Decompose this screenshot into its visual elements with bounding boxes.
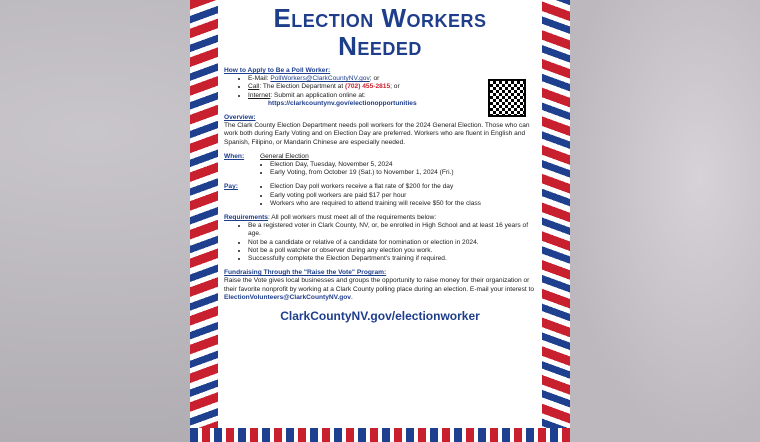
email-link[interactable]: PollWorkers@ClarkCountyNV.gov — [270, 75, 370, 83]
how-to-heading: How to Apply to Be a Poll Worker: — [224, 67, 331, 74]
when-label: When: — [224, 152, 245, 160]
requirement-item: • Be a registered voter in Clark County, NV, or, be enrolled in High School and at least 16 years of age. — [248, 222, 536, 238]
email-label: E-Mail: — [248, 75, 269, 83]
how-to-apply — [224, 67, 536, 108]
call-label: Call — [248, 83, 260, 91]
flyer-title — [224, 4, 536, 60]
requirement-item: • Not be a poll watcher or observer during any election you work. — [248, 247, 536, 255]
call-number[interactable]: (702) 455-2815 — [345, 83, 391, 91]
overview-text: The Clark County Election Department needs poll workers for the 2024 General Election. Those who can work both during Early Voting and on Election Day are preferred. Workers who are fluent in English and Spanish, Filipino, or Mandarin Chinese are especially needed. — [224, 122, 530, 146]
title-line-1: Election Workers — [273, 3, 487, 33]
requirements-section — [224, 214, 536, 263]
fundraising-email-link[interactable]: ElectionVolunteers@ClarkCountyNV.gov — [224, 293, 351, 301]
internet-url[interactable]: https://clarkcountynv.gov/electionopportunities — [268, 99, 417, 107]
call-suffix: ; or — [390, 83, 400, 91]
when-section — [224, 153, 536, 178]
fundraising-heading: Fundraising Through the "Raise the Vote" Program: — [224, 269, 387, 277]
overview-section — [224, 114, 536, 147]
pay-list — [260, 183, 481, 208]
internet-label: Internet — [248, 91, 271, 99]
when-body — [260, 153, 454, 178]
pay-section — [224, 183, 536, 208]
pay-item: • Workers who are required to attend training will receive $50 for the class — [270, 200, 481, 208]
requirements-header — [224, 214, 536, 222]
requirement-item: • Not be a candidate or relative of a candidate for nomination or election in 2024. — [248, 239, 536, 247]
fundraising-text: Raise the Vote gives local businesses and groups the opportunity to raise money for their organization or their favorite nonprofit by working at a Clark County polling place during an election. E-mail your interest to — [224, 277, 535, 293]
fundraising-section — [224, 269, 536, 302]
flyer-content — [224, 0, 536, 428]
requirements-heading: Requirements — [224, 214, 268, 222]
pay-label: Pay: — [224, 183, 238, 191]
requirement-item: • Successfully complete the Election Department's training if required. — [248, 255, 536, 263]
qr-code-icon[interactable] — [488, 79, 526, 117]
flyer — [190, 0, 570, 442]
fundraising-end: . — [350, 293, 353, 301]
internet-text: : Submit an application online at: — [270, 91, 366, 99]
flag-border-left — [190, 0, 218, 442]
requirements-list — [224, 222, 536, 263]
when-subheading: General Election — [260, 152, 309, 160]
footer-link[interactable]: ClarkCountyNV.gov/electionworker — [280, 309, 480, 324]
flag-border-bottom — [190, 428, 570, 442]
when-item: • Early Voting, from October 19 (Sat.) to November 1, 2024 (Fri.) — [270, 169, 454, 177]
requirements-intro: : All poll workers must meet all of the requirements below: — [267, 214, 437, 222]
background-right — [560, 0, 760, 442]
flag-border-right — [542, 0, 570, 442]
email-suffix: ; or — [369, 75, 380, 83]
overview-heading: Overview: — [224, 114, 256, 122]
title-line-2: Needed — [338, 31, 422, 61]
pay-item: • Early voting poll workers are paid $17 per hour — [270, 192, 481, 200]
call-text: : The Election Department at — [259, 83, 346, 91]
when-item: • Election Day, Tuesday, November 5, 2024 — [270, 161, 454, 169]
pay-item: • Election Day poll workers receive a flat rate of $200 for the day — [270, 183, 481, 191]
fundraising-text-wrap — [224, 277, 536, 302]
when-list — [260, 161, 454, 177]
